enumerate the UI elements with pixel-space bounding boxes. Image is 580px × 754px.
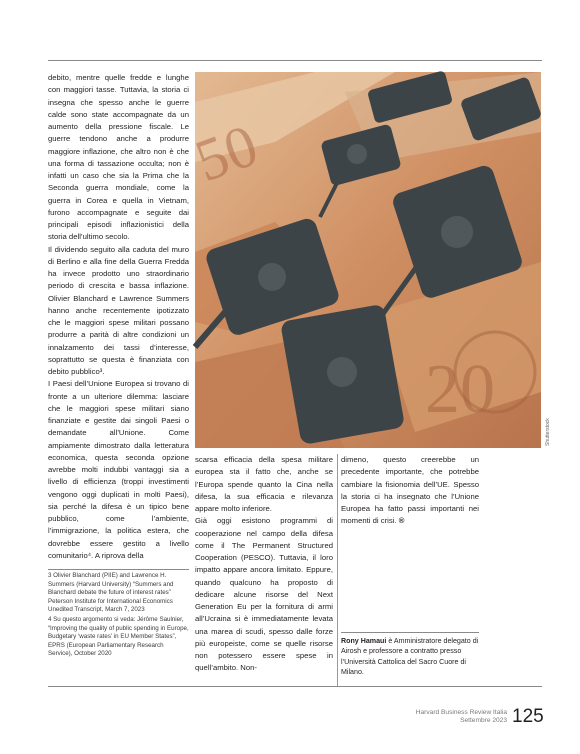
footnote-4: 4 Su questo argomento si veda: Jérôme Saulnier, “Improving the quality of public spending in Europe, Budgetary ‘waste rates’ in EU Member States”, EPRS (European Parliamentary Research Service), October 2020: [48, 615, 189, 658]
column-divider: [337, 454, 338, 686]
folio-publication: [416, 709, 507, 726]
paragraph: Il dividendo seguito alla caduta del muro di Berlino e alla fine della Guerra Fredda ha invece prodotto uno straordinario periodo di crescita e bassa inflazione. Olivier Blanchard e Lawrence Summers hanno anche recentemente ipotizzato che le maggiori spese militari possano produrre a parità di altre condizioni un innalzamento dei tassi d’interesse, soprattutto se questa è finanziata con debito pubblico³.: [48, 244, 189, 376]
paragraph: I Paesi dell’Unione Europea si trovano di fronte a un ulteriore dilemma: lasciare che le maggiori spese militari siano finanziate e gestite dai singoli Paesi o demandate all’Unione. Come ampiamente dimostrato dalla letteratura economica, questa seconda opzione avrebbe molti indubbi vantaggi sia a livello di efficienza (troppi investimenti vengono oggi duplicati in molti Paesi), sia perché la difesa è un tipico bene pubblico, come l’ambiente, l’immigrazione, la politica estera, che dovrebbe essere gestito a livello comunitario⁴. A riprova della: [48, 379, 189, 560]
svg-text:20: 20: [425, 351, 495, 428]
bio-rule: [341, 632, 479, 633]
issue-date: Settembre 2023: [460, 717, 507, 725]
end-mark-icon: ®: [398, 516, 405, 526]
author-description: è Amministratore delegato di Airosh e professore a contratto presso l’Università Cattolica del Sacro Cuore di Milano.: [341, 637, 479, 676]
author-bio: [341, 636, 479, 677]
photo-credit: Shutterstock: [545, 418, 551, 446]
closing-paragraph: dimeno, questo creerebbe un precedente importante, che potrebbe cambiare la fisionomia dell’UE. Spesso la storia ci ha insegnato che l’Unione Europea ha fatto passi importanti nei momenti di crisi.: [341, 455, 479, 526]
footnote-3: 3 Olivier Blanchard (PIIE) and Lawrence H. Summers (Harvard University) “Summers and Blanchard debate the future of interest rates” Peterson Institute for International Economics Unedited Transcript, March 7, 2023: [48, 572, 174, 614]
photo-illustration: [186, 72, 541, 448]
page-number: 125: [512, 706, 544, 727]
magazine-name: Harvard Business Review Italia: [415, 709, 507, 716]
article-photo: [186, 72, 541, 448]
paragraph: debito, mentre quelle fredde e lunghe con maggiori tasse. Tuttavia, la storia ci insegna che spesso anche le guerre calde sono state accompagnate da un aumento della pressione fiscale. Le guerre tendono anche a produrre maggiore inflazione, che altro non è che una forma di tassazione occulta; non è infatti un caso che sia la Prima che la Seconda guerra mondiale, come la guerra in Corea e quella in Vietnam, furono accompagnate e seguite dai principali episodi inflazionistici della storia dell’ultimo secolo.: [48, 73, 189, 242]
paragraph: [341, 454, 479, 528]
bottom-rule: [48, 686, 542, 687]
svg-text:50: 50: [186, 111, 266, 195]
footnote-rule: [48, 569, 189, 570]
body-column-2: [195, 454, 333, 684]
footnotes: [48, 572, 189, 684]
body-column-3: [341, 454, 479, 594]
top-rule: [48, 60, 542, 61]
paragraph: scarsa efficacia della spesa militare europea sta il fatto che, anche se l’Europa spende quanto la Cina nella difesa, la sua efficacia e rilevanza appare molto inferiore.: [195, 455, 333, 513]
author-name: Rony Hamaui: [341, 637, 387, 645]
body-column-1: [48, 72, 189, 564]
paragraph: Già oggi esistono programmi di cooperazione nel campo della difesa come il The Permanent Structured Cooperation (PESCO). Tuttavia, il loro impatto appare ancora limitato. Eppure, quando qualcuno ha proposto di dedicare alcune risorse del Next Generation Eu per la fornitura di armi all’Ucraina si è immediatamente levata una marea di scudi, spesso dalle forze più europeiste, come se quelle risorse non potessero essere spese in quell’ambito. Non-: [195, 516, 333, 673]
